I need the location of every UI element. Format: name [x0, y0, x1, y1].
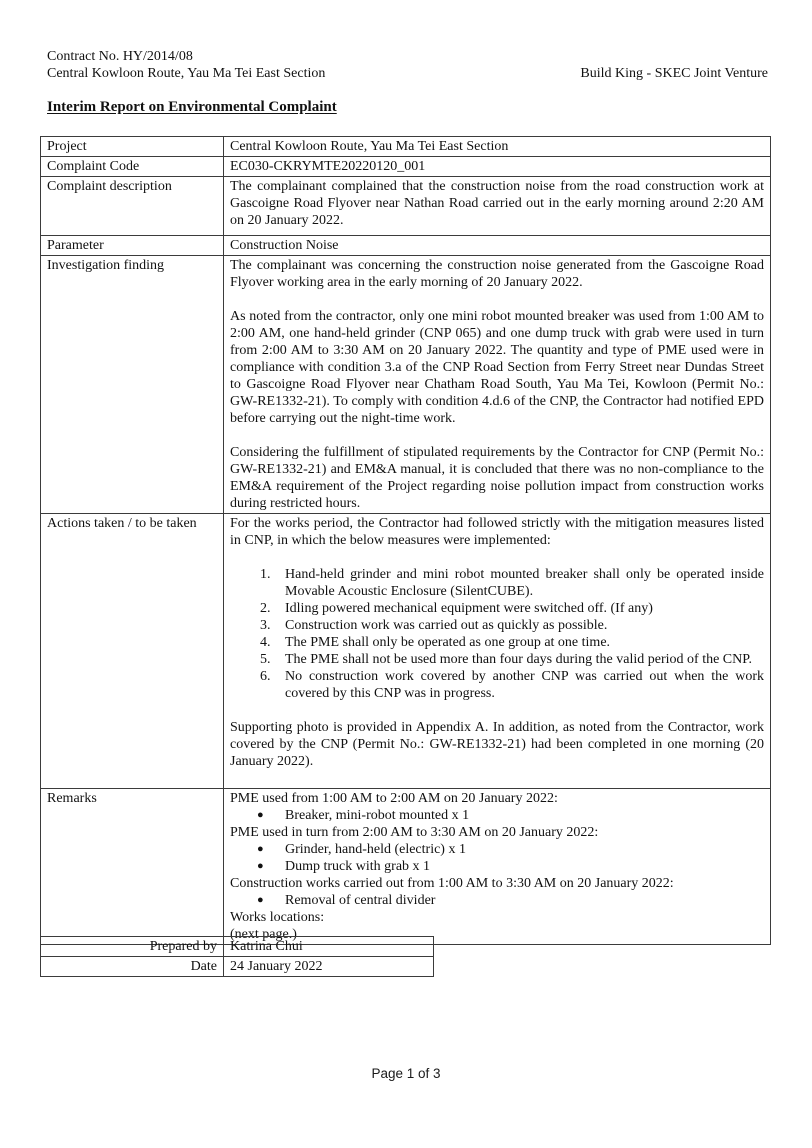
row-date [41, 957, 434, 977]
row-complaint-description [41, 177, 771, 236]
complaint-description-value: The complainant complained that the construction noise from the road construction work at Gascoigne Road Flyover near Nathan Road carried out in the early morning around 2:20 AM on 20 January 2022. [224, 177, 771, 236]
date-label: Date [41, 957, 224, 977]
project-name-line: Central Kowloon Route, Yau Ma Tei East Section [47, 65, 326, 81]
remarks-bullet-text: Breaker, mini-robot mounted x 1 [285, 808, 470, 823]
signoff-table [40, 936, 434, 977]
list-item-number: 1. [260, 567, 271, 582]
list-item-text: Construction work was carried out as quickly as possible. [285, 618, 608, 633]
list-item-number: 4. [260, 635, 271, 650]
remarks-next-page-note: (next page.) [230, 927, 297, 942]
remarks-works-locations: Works locations: [230, 910, 325, 925]
parameter-label: Parameter [41, 236, 224, 256]
list-item [230, 566, 764, 600]
actions-taken-label: Actions taken / to be taken [41, 514, 224, 789]
finding-paragraph-1: The complainant was concerning the construction noise generated from the Gascoigne Road Flyover working area in the early morning of 20 January 2022. [230, 258, 764, 290]
prepared-by-value: Katrina Chui [224, 937, 434, 957]
row-actions-taken [41, 514, 771, 789]
finding-paragraph-3: Considering the fulfillment of stipulated requirements by the Contractor for CNP (Permit No.: GW-RE1332-21) and EM&A manual, it is concluded that there was no non-compliance to the EM&A requirement of the Project regarding noise pollution impact from construction works during restricted hours. [230, 445, 764, 511]
list-item [230, 600, 764, 617]
remarks-bullet-item [230, 858, 764, 875]
complaint-description-label: Complaint description [41, 177, 224, 236]
list-item-number: 6. [260, 669, 271, 684]
list-item [230, 668, 764, 702]
joint-venture-name: Build King - SKEC Joint Venture [580, 65, 768, 81]
project-value: Central Kowloon Route, Yau Ma Tei East Section [224, 137, 771, 157]
report-title: Interim Report on Environmental Complaint [47, 99, 337, 115]
remarks-heading: PME used in turn from 2:00 AM to 3:30 AM on 20 January 2022: [230, 825, 599, 840]
remarks-bullet-item [230, 841, 764, 858]
remarks-bullet-text: Grinder, hand-held (electric) x 1 [285, 842, 466, 857]
header-left [47, 49, 325, 82]
mitigation-measures-list [230, 566, 764, 702]
remarks-heading: Construction works carried out from 1:00 AM to 3:30 AM on 20 January 2022: [230, 876, 674, 891]
row-project [41, 137, 771, 157]
row-prepared-by [41, 937, 434, 957]
row-remarks [41, 789, 771, 945]
list-item [230, 651, 764, 668]
actions-taken-value [224, 514, 771, 789]
complaint-code-value: EC030-CKRYMTE20220120_001 [224, 157, 771, 177]
investigation-finding-value [224, 256, 771, 514]
list-item-text: Idling powered mechanical equipment were switched off. (If any) [285, 601, 653, 616]
list-item-number: 3. [260, 618, 271, 633]
complaint-code-label: Complaint Code [41, 157, 224, 177]
list-item-text: The PME shall not be used more than four days during the valid period of the CNP. [285, 652, 752, 667]
list-item-text: The PME shall only be operated as one group at one time. [285, 635, 611, 650]
list-item [230, 634, 764, 651]
bullet-icon: ● [257, 809, 264, 821]
row-complaint-code [41, 157, 771, 177]
remarks-heading: PME used from 1:00 AM to 2:00 AM on 20 January 2022: [230, 791, 558, 806]
date-value: 24 January 2022 [224, 957, 434, 977]
document-header [47, 49, 768, 82]
parameter-value: Construction Noise [224, 236, 771, 256]
remarks-bullet-item [230, 892, 764, 909]
list-item [230, 617, 764, 634]
bullet-icon: ● [257, 894, 264, 906]
page-number: Page 1 of 3 [371, 1066, 441, 1081]
list-item-text: Hand-held grinder and mini robot mounted breaker shall only be operated inside Movable Acoustic Enclosure (SilentCUBE). [285, 567, 764, 599]
finding-paragraph-2: As noted from the contractor, only one mini robot mounted breaker was used from 1:00 AM to 2:00 AM, one hand-held grinder (CNP 065) and one dump truck with grab were used in turn from 2:00 AM to 3:30 AM on 20 January 2022. The quantity and type of PME used were in compliance with condition 3.a of the CNP Road Section from Ferry Street near Dundas Street to Gascoigne Road Flyover near Chatham Road South, Yau Ma Tei, Kowloon (Permit No.: GW-RE1332-21). To comply with condition 4.d.6 of the CNP, the Contractor had notified EPD before carrying out the night-time work. [230, 309, 764, 426]
list-item-number: 5. [260, 652, 271, 667]
row-parameter [41, 236, 771, 256]
complaint-table [40, 136, 771, 945]
list-item-text: No construction work covered by another CNP was carried out when the work covered by this CNP was in progress. [285, 669, 764, 701]
actions-intro: For the works period, the Contractor had followed strictly with the mitigation measures listed in CNP, in which the below measures were implemented: [230, 516, 764, 548]
bullet-icon: ● [257, 843, 264, 855]
remarks-bullet-item [230, 807, 764, 824]
project-label: Project [41, 137, 224, 157]
remarks-bullet-text: Removal of central divider [285, 893, 436, 908]
bullet-icon: ● [257, 860, 264, 872]
list-item-number: 2. [260, 601, 271, 616]
remarks-bullet-text: Dump truck with grab x 1 [285, 859, 431, 874]
contract-number: Contract No. HY/2014/08 [47, 49, 193, 64]
remarks-value [224, 789, 771, 945]
prepared-by-label: Prepared by [41, 937, 224, 957]
row-investigation-finding [41, 256, 771, 514]
actions-closing: Supporting photo is provided in Appendix A. In addition, as noted from the Contractor, work covered by the CNP (Permit No.: GW-RE1332-21) had been completed in one morning (20 January 2022). [230, 720, 764, 769]
remarks-label: Remarks [41, 789, 224, 945]
investigation-finding-label: Investigation finding [41, 256, 224, 514]
